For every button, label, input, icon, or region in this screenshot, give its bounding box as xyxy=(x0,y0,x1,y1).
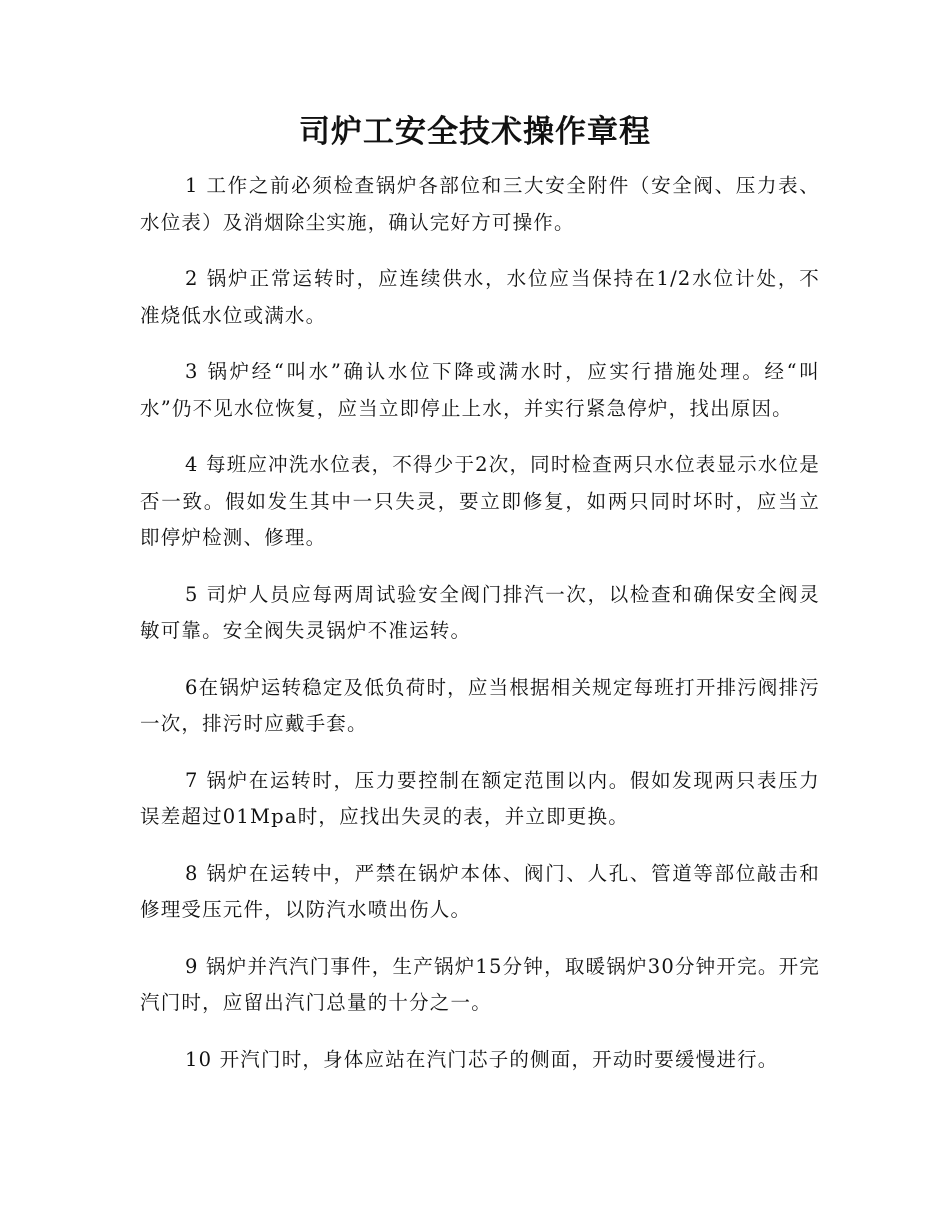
rule-paragraph-3: 3 锅炉经“叫水”确认水位下降或满水时，应实行措施处理。经“叫水”仍不见水位恢复，应当立即停止上水，并实行紧急停炉，找出原因。 xyxy=(140,360,820,420)
rule-paragraph-10: 10 开汽门时，身体应站在汽门芯子的侧面，开动时要缓慢进行。 xyxy=(185,1047,779,1071)
rule-paragraph-4: 4 每班应冲洗水位表，不得少于2次，同时检查两只水位表显示水位是否一致。假如发生其中一只失灵，要立即修复，如两只同时坏时，应当立即停炉检测、修理。 xyxy=(140,453,820,549)
rule-paragraph-8: 8 锅炉在运转中，严禁在锅炉本体、阀门、人孔、管道等部位敲击和修理受压元件，以防汽水喷出伤人。 xyxy=(140,861,820,921)
rule-paragraph-9: 9 锅炉并汽汽门事件，生产锅炉15分钟，取暖锅炉30分钟开完。开完汽门时，应留出汽门总量的十分之一。 xyxy=(140,954,820,1014)
rule-paragraph-2: 2 锅炉正常运转时，应连续供水，水位应当保持在1/2水位计处，不准烧低水位或满水。 xyxy=(140,267,820,327)
rule-paragraph-1: 1 工作之前必须检查锅炉各部位和三大安全附件（安全阀、压力表、水位表）及消烟除尘实施，确认完好方可操作。 xyxy=(140,174,820,234)
rule-paragraph-6: 6在锅炉运转稳定及低负荷时，应当根据相关规定每班打开排污阀排污一次，排污时应戴手套。 xyxy=(140,675,820,735)
rule-paragraph-5: 5 司炉人员应每两周试验安全阀门排汽一次，以检查和确保安全阀灵敏可靠。安全阀失灵锅炉不准运转。 xyxy=(140,582,820,642)
document-title: 司炉工安全技术操作章程 xyxy=(299,114,651,150)
document-body xyxy=(140,168,820,1098)
rule-paragraph-7: 7 锅炉在运转时，压力要控制在额定范围以内。假如发现两只表压力误差超过01Mpa时，应找出失灵的表，并立即更换。 xyxy=(140,768,820,828)
